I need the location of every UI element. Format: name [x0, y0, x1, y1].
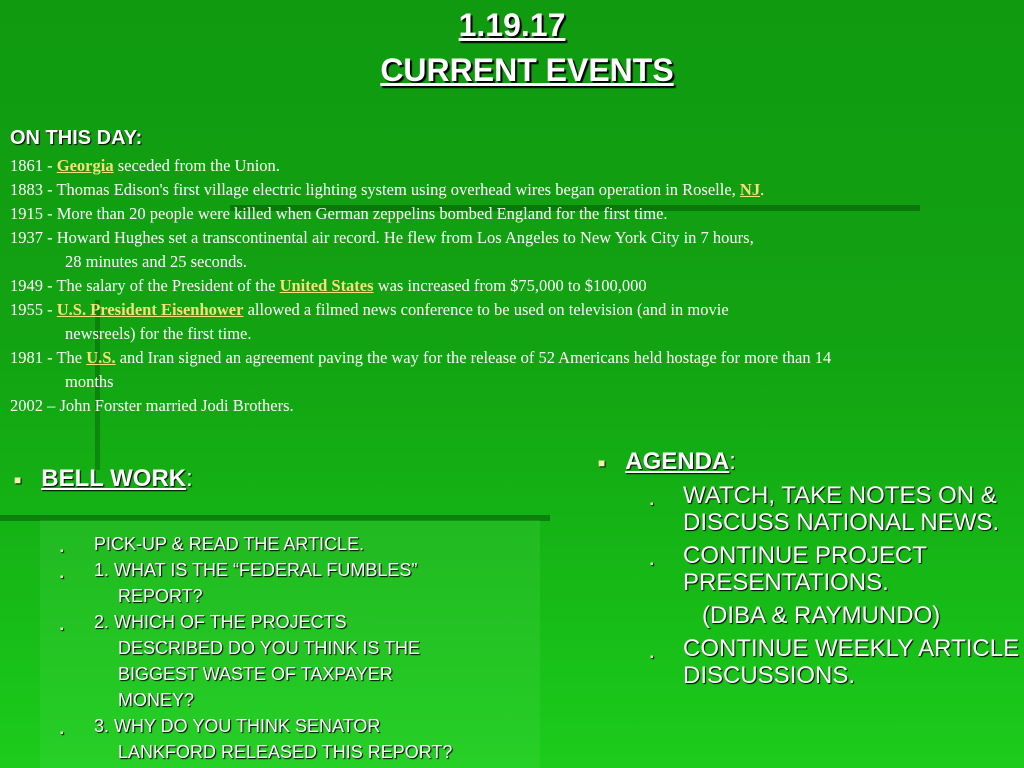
agenda-list: [650, 482, 1020, 695]
slide-heading: CURRENT EVENTS: [380, 52, 674, 88]
square-bullet-icon: ▪: [650, 559, 654, 570]
slide-title: [0, 6, 1024, 89]
events-list: [10, 154, 1015, 418]
event-item: [10, 394, 1015, 418]
agenda-item-text: CONTINUE WEEKLY ARTICLE DISCUSSIONS.: [683, 635, 1020, 689]
event-text: allowed a filmed news conference to be used on television (and in movie: [243, 300, 729, 319]
agenda-label: AGENDA: [625, 448, 730, 475]
event-item: [10, 178, 1015, 202]
square-bullet-icon: ▪: [60, 546, 64, 557]
event-link[interactable]: United States: [279, 276, 374, 295]
event-link[interactable]: U.S.: [86, 348, 116, 367]
agenda-item: [650, 482, 1020, 536]
event-link[interactable]: U.S. President Eisenhower: [56, 300, 244, 319]
event-item: [10, 274, 1015, 298]
agenda-item-text: WATCH, TAKE NOTES ON & DISCUSS NATIONAL NEWS.: [683, 482, 1000, 536]
square-bullet-icon: ▪: [60, 728, 64, 739]
square-bullet-icon: ■: [598, 455, 606, 470]
bell-work-text: 3. WHY DO YOU THINK SENATOR: [94, 716, 381, 736]
event-continuation: 28 minutes and 25 seconds.: [65, 252, 247, 271]
event-item: [10, 154, 1015, 178]
agenda-item: [650, 542, 1020, 596]
event-item: [10, 346, 1015, 394]
event-text: 1981 - The: [10, 348, 87, 367]
event-link[interactable]: NJ: [739, 180, 761, 199]
square-bullet-icon: ▪: [60, 572, 64, 583]
event-text: was increased from $75,000 to $100,000: [373, 276, 647, 295]
event-text: 1949 - The salary of the President of the: [10, 276, 280, 295]
event-item: [10, 226, 1015, 274]
event-continuation: newsreels) for the first time.: [65, 324, 252, 343]
bell-work-text: 2. WHICH OF THE PROJECTS: [94, 612, 347, 632]
event-text: 1915 - More than 20 people were killed when German zeppelins bombed England for the first time.: [10, 204, 668, 223]
agenda-note: (DIBA & RAYMUNDO): [702, 602, 941, 629]
square-bullet-icon: ▪: [650, 499, 654, 510]
event-link[interactable]: Georgia: [56, 156, 114, 175]
bell-work-item: [60, 557, 540, 609]
event-text: 1937 - Howard Hughes set a transcontinental air record. He flew from Los Angeles to New York City in 7 hours,: [10, 228, 754, 247]
bell-work-continuation: DESCRIBED DO YOU THINK IS THE BIGGEST WASTE OF TAXPAYER MONEY?: [118, 638, 421, 710]
agenda-colon: :: [729, 448, 736, 475]
event-item: [10, 202, 1015, 226]
square-bullet-icon: ■: [14, 472, 22, 487]
event-item: [10, 298, 1015, 346]
bell-work-continuation: REPORT?: [118, 586, 203, 606]
event-text: .: [760, 180, 765, 199]
square-bullet-icon: ▪: [650, 652, 654, 663]
bell-work-list: [60, 531, 540, 765]
event-text: 1861 -: [10, 156, 57, 175]
bell-work-item: [60, 531, 540, 557]
event-continuation: months: [65, 372, 114, 391]
agenda-item-text: CONTINUE PROJECT PRESENTATIONS.: [683, 542, 927, 596]
on-this-day-heading: ON THIS DAY:: [10, 127, 143, 149]
square-bullet-icon: ▪: [60, 624, 64, 635]
event-text: and Iran signed an agreement paving the way for the release of 52 Americans held hostage for more than 14: [115, 348, 832, 367]
bell-work-text: PICK-UP & READ THE ARTICLE.: [94, 534, 365, 554]
event-text: 1955 -: [10, 300, 57, 319]
slide-date: 1.19.17: [458, 7, 566, 43]
bell-work-text: 1. WHAT IS THE “FEDERAL FUMBLES”: [94, 560, 418, 580]
event-text: 1883 - Thomas Edison's first village electric lighting system using overhead wires began operation in Roselle,: [10, 180, 740, 199]
event-text: 2002 – John Forster married Jodi Brothers.: [10, 396, 294, 415]
bell-work-label: BELL WORK: [41, 465, 187, 492]
bell-work-item: [60, 609, 540, 713]
agenda-heading: [598, 448, 736, 476]
event-text: seceded from the Union.: [113, 156, 280, 175]
bell-work-heading: [14, 465, 193, 493]
agenda-item: [650, 635, 1020, 689]
bell-work-colon: :: [186, 465, 193, 492]
bell-work-item: [60, 713, 540, 765]
bell-work-continuation: LANKFORD RELEASED THIS REPORT?: [118, 742, 453, 762]
